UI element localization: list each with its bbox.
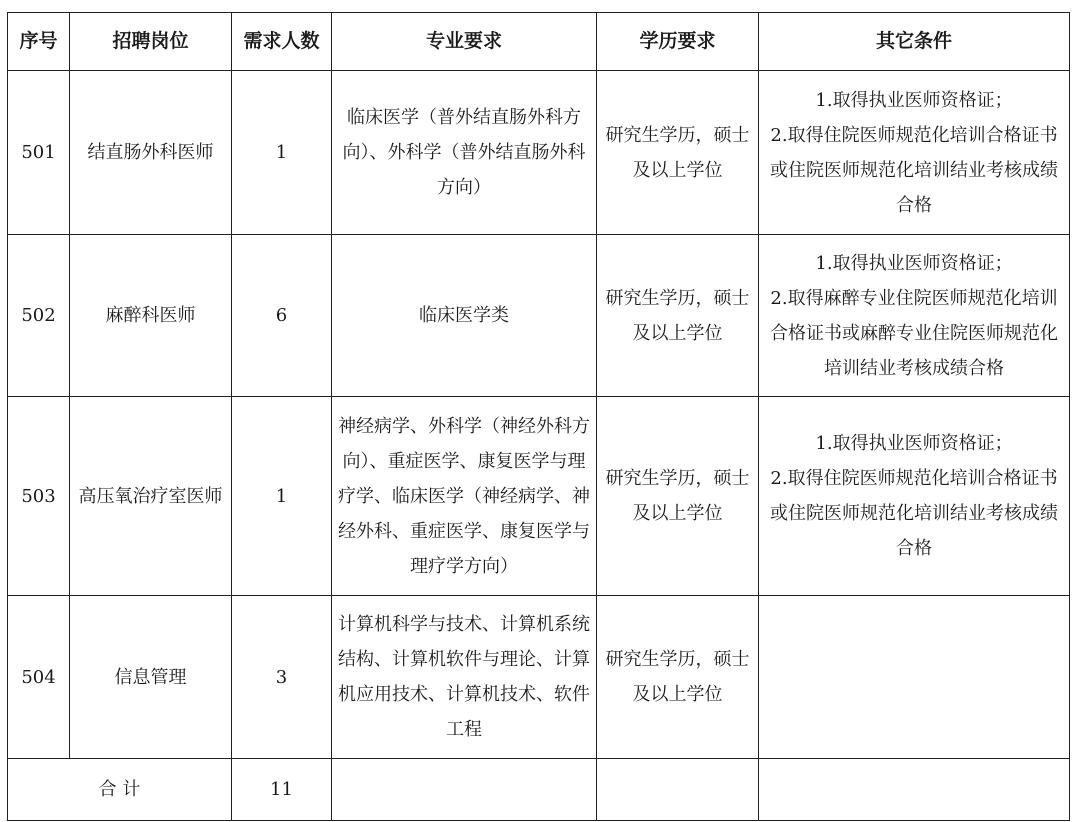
table-row: [8, 235, 1070, 397]
cell-conditions: 1.取得执业医师资格证； 2.取得住院医师规范化培训合格证书或住院医师规范化培训结业考核成绩合格: [759, 397, 1070, 596]
total-blank-major: [332, 759, 597, 821]
cell-count: 1: [232, 71, 332, 235]
cell-conditions: 1.取得执业医师资格证； 2.取得住院医师规范化培训合格证书或住院医师规范化培训结业考核成绩合格: [759, 71, 1070, 235]
header-position: 招聘岗位: [70, 13, 232, 71]
header-conditions: 其它条件: [759, 13, 1070, 71]
header-count: 需求人数: [232, 13, 332, 71]
cell-major: 临床医学（普外结直肠外科方向）、外科学（普外结直肠外科方向）: [332, 71, 597, 235]
header-no: 序号: [8, 13, 70, 71]
cell-position: 结直肠外科医师: [70, 71, 232, 235]
table-row: [8, 596, 1070, 759]
table-row: [8, 397, 1070, 596]
recruitment-table: [7, 12, 1070, 821]
cell-count: 1: [232, 397, 332, 596]
cell-no: 503: [8, 397, 70, 596]
total-blank-education: [597, 759, 759, 821]
cell-no: 504: [8, 596, 70, 759]
cell-position: 信息管理: [70, 596, 232, 759]
cell-education: 研究生学历，硕士及以上学位: [597, 397, 759, 596]
cell-major: 神经病学、外科学（神经外科方向）、重症医学、康复医学与理疗学、临床医学（神经病学、神经外科、重症医学、康复医学与理疗学方向）: [332, 397, 597, 596]
cell-count: 3: [232, 596, 332, 759]
cell-position: 麻醉科医师: [70, 235, 232, 397]
table-row: [8, 71, 1070, 235]
cell-major: 临床医学类: [332, 235, 597, 397]
total-row: [8, 759, 1070, 821]
total-blank-conditions: [759, 759, 1070, 821]
cell-major: 计算机科学与技术、计算机系统结构、计算机软件与理论、计算机应用技术、计算机技术、软件工程: [332, 596, 597, 759]
header-education: 学历要求: [597, 13, 759, 71]
cell-education: 研究生学历，硕士及以上学位: [597, 71, 759, 235]
cell-position: 高压氧治疗室医师: [70, 397, 232, 596]
cell-conditions: 1.取得执业医师资格证； 2.取得麻醉专业住院医师规范化培训合格证书或麻醉专业住院医师规范化培训结业考核成绩合格: [759, 235, 1070, 397]
cell-no: 502: [8, 235, 70, 397]
header-row: [8, 13, 1070, 71]
cell-conditions: [759, 596, 1070, 759]
cell-education: 研究生学历，硕士及以上学位: [597, 235, 759, 397]
cell-education: 研究生学历，硕士及以上学位: [597, 596, 759, 759]
cell-count: 6: [232, 235, 332, 397]
cell-no: 501: [8, 71, 70, 235]
header-major: 专业要求: [332, 13, 597, 71]
total-label: 合 计: [8, 759, 232, 821]
total-count: 11: [232, 759, 332, 821]
